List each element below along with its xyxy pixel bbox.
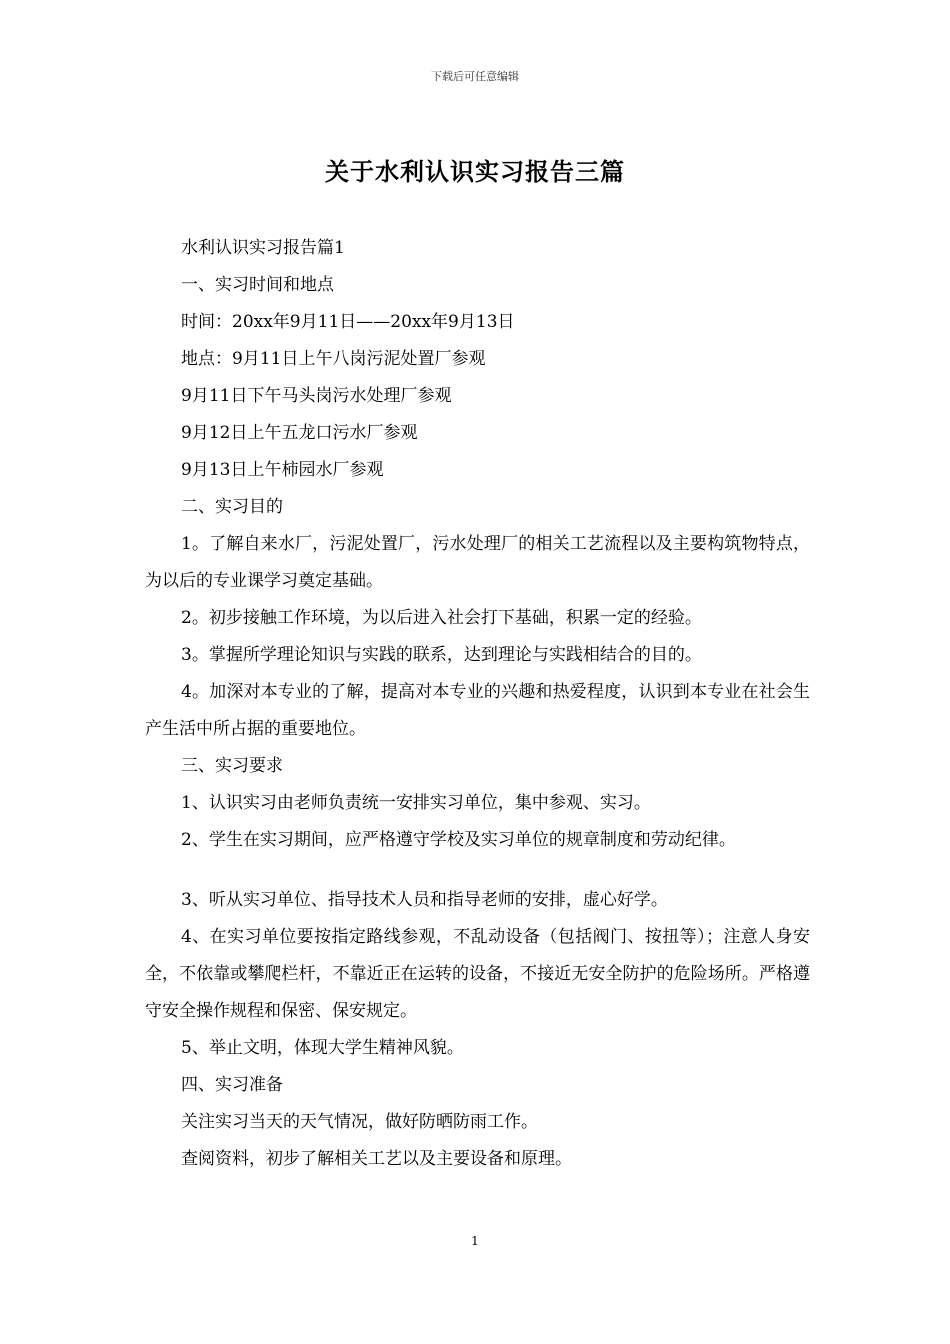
section-heading: 二、实习目的 xyxy=(181,497,283,517)
paragraph: 2、学生在实习期间，应严格遵守学校及实习单位的规章制度和劳动纪律。 xyxy=(181,830,736,850)
paragraph-gap xyxy=(145,859,810,882)
paragraph: 2。初步接触工作环境，为以后进入社会打下基础，积累一定的经验。 xyxy=(181,608,702,628)
document-title: 关于水利认识实习报告三篇 xyxy=(325,157,625,186)
section-heading: 一、实习时间和地点 xyxy=(181,275,334,295)
page-header-note: 下载后可任意编辑 xyxy=(431,70,519,83)
section-heading: 三、实习要求 xyxy=(181,756,283,776)
paragraph: 1、认识实习由老师负责统一安排实习单位，集中参观、实习。 xyxy=(181,793,651,813)
paragraph: 时间：20xx年9月11日——20xx年9月13日 xyxy=(181,312,515,332)
paragraph: 9月13日上午柿园水厂参观 xyxy=(181,460,384,480)
paragraph: 关注实习当天的天气情况，做好防晒防雨工作。 xyxy=(181,1112,538,1132)
paragraph: 水利认识实习报告篇1 xyxy=(181,238,345,258)
paragraph: 9月11日下午马头岗污水处理厂参观 xyxy=(181,386,452,406)
document-body xyxy=(145,230,810,1178)
paragraph: 3、听从实习单位、指导技术人员和指导老师的安排，虚心好学。 xyxy=(181,890,668,910)
page-number: 1 xyxy=(471,1234,479,1248)
paragraph: 1。了解自来水厂，污泥处置厂，污水处理厂的相关工艺流程以及主要构筑物特点，为以后的专业课学习奠定基础。 xyxy=(145,534,810,591)
paragraph: 4。加深对本专业的了解，提高对本专业的兴趣和热爱程度，认识到本专业在社会生产生活中所占据的重要地位。 xyxy=(145,682,810,739)
paragraph: 3。掌握所学理论知识与实践的联系，达到理论与实践相结合的目的。 xyxy=(181,645,702,665)
paragraph: 查阅资料，初步了解相关工艺以及主要设备和原理。 xyxy=(181,1149,572,1169)
paragraph: 5、举止文明，体现大学生精神风貌。 xyxy=(181,1038,464,1058)
paragraph: 9月12日上午五龙口污水厂参观 xyxy=(181,423,418,443)
paragraph: 地点：9月11日上午八岗污泥处置厂参观 xyxy=(181,349,486,369)
section-heading: 四、实习准备 xyxy=(181,1075,283,1095)
paragraph: 4、在实习单位要按指定路线参观，不乱动设备（包括阀门、按扭等）；注意人身安全，不依靠或攀爬栏杆，不靠近正在运转的设备，不接近无安全防护的危险场所。严格遵守安全操作规程和保密、保安规定。 xyxy=(145,927,810,1021)
